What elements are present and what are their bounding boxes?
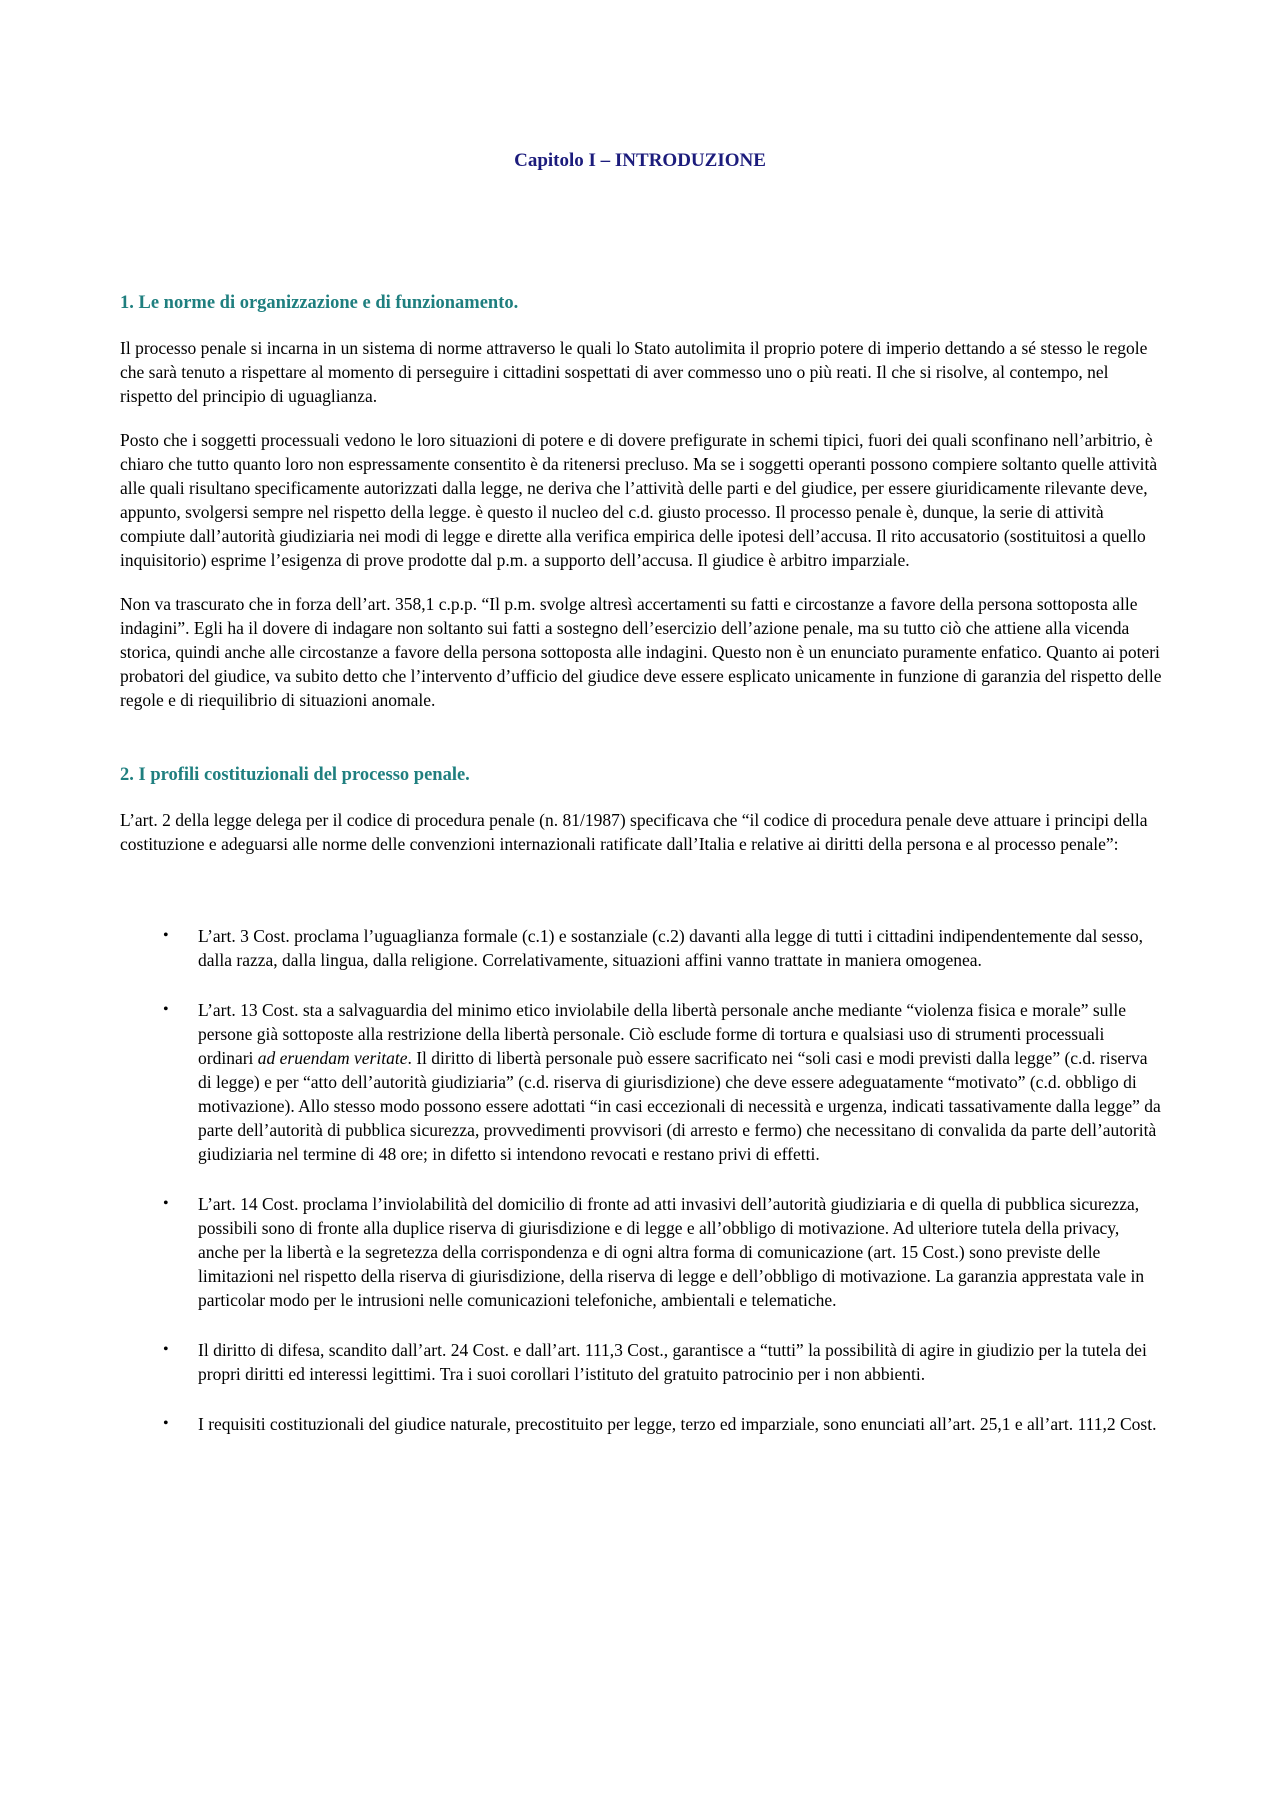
bullet-icon: • [163,927,169,944]
chapter-title: Capitolo I – INTRODUZIONE [514,150,766,171]
list-item [120,1412,1162,1436]
list-item [120,1338,1162,1386]
list-item [120,1192,1162,1312]
section-1-paragraph-3: Non va trascurato che in forza dell’art. 358,1 c.p.p. “Il p.m. svolge altresì accertamenti su fatti e circostanze a favore della persona sottoposta alle indagini”. Egli ha il dovere di indagare non soltanto sui fatti a sostegno dell’esercizio dell’azione penale, ma su tutto ciò che attiene alla vicenda storica, quindi anche alle circostanze a favore della persona sottoposta alle indagini. Questo non è un enunciato puramente enfatico. Quanto ai poteri probatori del giudice, va subito detto che l’intervento d’ufficio del giudice deve essere esplicato unicamente in funzione di garanzia del rispetto delle regole e di riequilibrio di situazioni anomale. [120,594,1162,710]
list-item [120,998,1162,1166]
bullet-icon: • [163,1341,169,1358]
latin-phrase: ad eruendam veritate [257,1048,408,1068]
bullet-icon: • [163,1001,169,1018]
section-2-heading: 2. I profili costituzionali del processo penale. [120,765,470,785]
list-item [120,924,1162,972]
section-1-paragraph-1: Il processo penale si incarna in un sistema di norme attraverso le quali lo Stato autolimita il proprio potere di imperio dettando a sé stesso le regole che sarà tenuto a rispettare al momento di perseguire i cittadini sospettati di aver commesso uno o più reati. Il che si risolve, al contempo, nel rispetto del principio di uguaglianza. [120,338,1148,406]
section-2-intro: L’art. 2 della legge delega per il codice di procedura penale (n. 81/1987) specificava che “il codice di procedura penale deve attuare i principi della costituzione e adeguarsi alle norme delle convenzioni internazionali ratificate dall’Italia e relative ai diritti della persona e al processo penale”: [120,810,1148,854]
list-item-text: Il diritto di difesa, scandito dall’art. 24 Cost. e dall’art. 111,3 Cost., garantisce a “tutti” la possibilità di agire in giudizio per la tutela dei propri diritti ed interessi legittimi. Tra i suoi corollari l’istituto del gratuito patrocinio per i non abbienti. [198,1340,1147,1384]
section-1-paragraph-2: Posto che i soggetti processuali vedono le loro situazioni di potere e di dovere prefigurate in schemi tipici, fuori dei quali sconfinano nell’arbitrio, è chiaro che tutto quanto loro non espressamente consentito è da ritenersi precluso. Ma se i soggetti operanti possono compiere soltanto quelle attività alle quali risultano specificamente autorizzati dalla legge, ne deriva che l’attività delle parti e del giudice, per essere giuridicamente rilevante deve, appunto, svolgersi sempre nel rispetto della legge. è questo il nucleo del c.d. giusto processo. Il processo penale è, dunque, la serie di attività compiute dall’autorità giudiziaria nei modi di legge e dirette alla verifica empirica delle ipotesi dell’accusa. Il rito accusatorio (sostituitosi a quello inquisitorio) esprime l’esigenza di prove prodotte dal p.m. a supporto dell’accusa. Il giudice è arbitro imparziale. [120,430,1158,570]
document-body [120,290,1162,1462]
list-item-text: L’art. 3 Cost. proclama l’uguaglianza formale (c.1) e sostanziale (c.2) davanti alla legge di tutti i cittadini indipendentemente dal sesso, dalla razza, dalla lingua, dalla religione. Correlativamente, situazioni affini vanno trattate in maniera omogenea. [198,926,1144,970]
list-item-text [198,1000,1161,1164]
bullet-icon: • [163,1415,169,1432]
bullet-icon: • [163,1195,169,1212]
list-item-text-part: . Il diritto di libertà personale può essere sacrificato nei “soli casi e modi previsti dalla legge” (c.d. riserva di legge) e per “atto dell’autorità giudiziaria” (c.d. riserva di giurisdizione) che deve essere adeguatamente “motivato” (c.d. obbligo di motivazione). Allo stesso modo possono essere adottati “in casi eccezionali di necessità e urgenza, indicati tassativamente dalla legge” da parte dell’autorità di pubblica sicurezza, provvedimenti provvisori (di arresto e fermo) che necessitano di convalida da parte dell’autorità giudiziaria nel termine di 48 ore; in difetto si intendono revocati e restano privi di effetti. [198,1048,1161,1164]
constitutional-principles-list [120,924,1162,1436]
list-item-text-part: L’art. 13 Cost. sta a salvaguardia del minimo etico inviolabile della libertà personale anche mediante “violenza fisica e morale” sulle persone già sottoposte alla restrizione della libertà personale. Ciò esclude forme di tortura e qualsiasi uso di strumenti processuali ordinari [198,1000,1126,1068]
list-item-text: I requisiti costituzionali del giudice naturale, precostituito per legge, terzo ed imparziale, sono enunciati all’art. 25,1 e all’art. 111,2 Cost. [198,1414,1157,1434]
section-1-heading: 1. Le norme di organizzazione e di funzionamento. [120,293,519,313]
list-item-text: L’art. 14 Cost. proclama l’inviolabilità del domicilio di fronte ad atti invasivi dell’autorità giudiziaria e di quella di pubblica sicurezza, possibili sono di fronte alla duplice riserva di giurisdizione e di legge e all’obbligo di motivazione. Ad ulteriore tutela della privacy, anche per la libertà e la segretezza della corrispondenza e di ogni altra forma di comunicazione (art. 15 Cost.) sono previste delle limitazioni nel rispetto della riserva di giurisdizione, della riserva di legge e dell’obbligo di motivazione. La garanzia apprestata vale in particolar modo per le intrusioni nelle comunicazioni telefoniche, ambientali e telematiche. [198,1194,1145,1310]
